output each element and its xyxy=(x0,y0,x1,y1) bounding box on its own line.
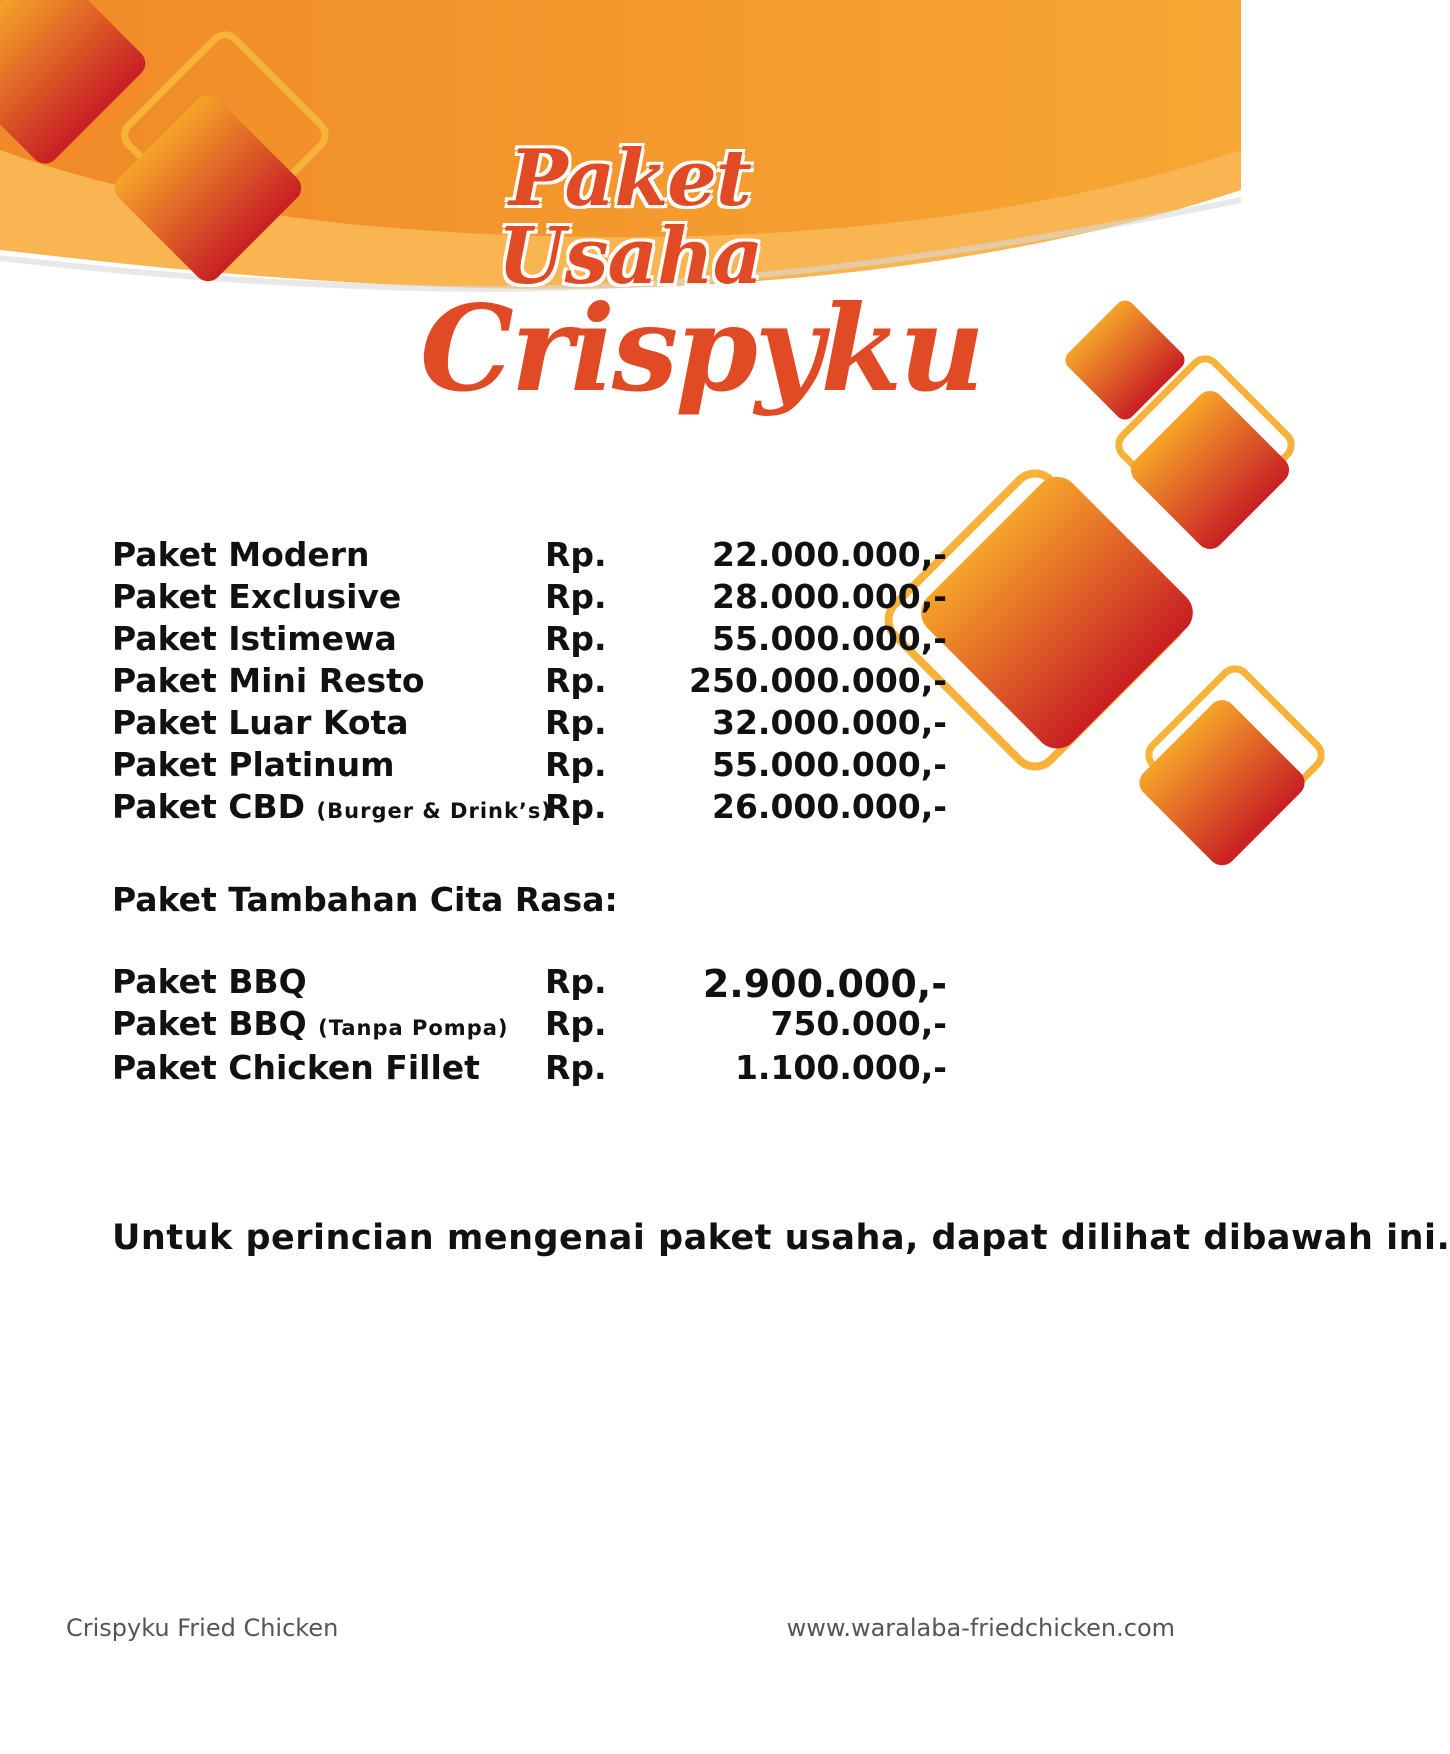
addon-price: 1.100.000,- xyxy=(734,1048,947,1087)
logo-title-line1: Paket Usaha xyxy=(497,133,763,302)
package-price: 22.000.000,- xyxy=(712,535,947,574)
package-note: (Burger & Drink’s) xyxy=(316,799,553,823)
logo-title-line2: Crispyku xyxy=(420,279,982,418)
package-currency: Rp. xyxy=(545,535,607,574)
addon-currency: Rp. xyxy=(545,1048,607,1087)
package-currency: Rp. xyxy=(545,787,607,826)
package-price: 26.000.000,- xyxy=(712,787,947,826)
diamond-r-bottom xyxy=(1134,694,1311,871)
package-price: 55.000.000,- xyxy=(712,619,947,658)
package-name: Paket Exclusive xyxy=(112,577,402,616)
package-name: Paket Mini Resto xyxy=(112,661,425,700)
addon-currency: Rp. xyxy=(545,1004,607,1043)
logo-title xyxy=(420,133,982,418)
package-name: Paket Platinum xyxy=(112,745,395,784)
package-price: 28.000.000,- xyxy=(712,577,947,616)
diamond-r-large xyxy=(912,468,1202,758)
package-price: 55.000.000,- xyxy=(712,745,947,784)
package-currency: Rp. xyxy=(545,619,607,658)
package-price: 250.000.000,- xyxy=(689,661,947,700)
addon-name: Paket Chicken Fillet xyxy=(112,1048,480,1087)
package-currency: Rp. xyxy=(545,703,607,742)
package-name: Paket Istimewa xyxy=(112,619,397,658)
package-currency: Rp. xyxy=(545,745,607,784)
addon-price: 750.000,- xyxy=(770,1004,947,1043)
package-currency: Rp. xyxy=(545,577,607,616)
addon-currency: Rp. xyxy=(545,962,607,1001)
package-name: Paket CBD xyxy=(112,787,306,826)
addon-section-title: Paket Tambahan Cita Rasa: xyxy=(112,880,618,919)
footer-website: www.waralaba-friedchicken.com xyxy=(786,1614,1175,1642)
detail-note: Untuk perincian mengenai paket usaha, dapat dilihat dibawah ini. xyxy=(112,1218,1450,1258)
diamond-r-small xyxy=(1061,296,1188,423)
addon-name: Paket BBQ xyxy=(112,962,307,1001)
addon-name: Paket BBQ xyxy=(112,1004,307,1043)
footer-brand: Crispyku Fried Chicken xyxy=(66,1614,339,1642)
addon-note: (Tanpa Pompa) xyxy=(318,1016,509,1040)
package-name: Paket Modern xyxy=(112,535,370,574)
package-name: Paket Luar Kota xyxy=(112,703,409,742)
addon-price: 2.900.000,- xyxy=(702,962,947,1006)
package-price: 32.000.000,- xyxy=(712,703,947,742)
package-currency: Rp. xyxy=(545,661,607,700)
